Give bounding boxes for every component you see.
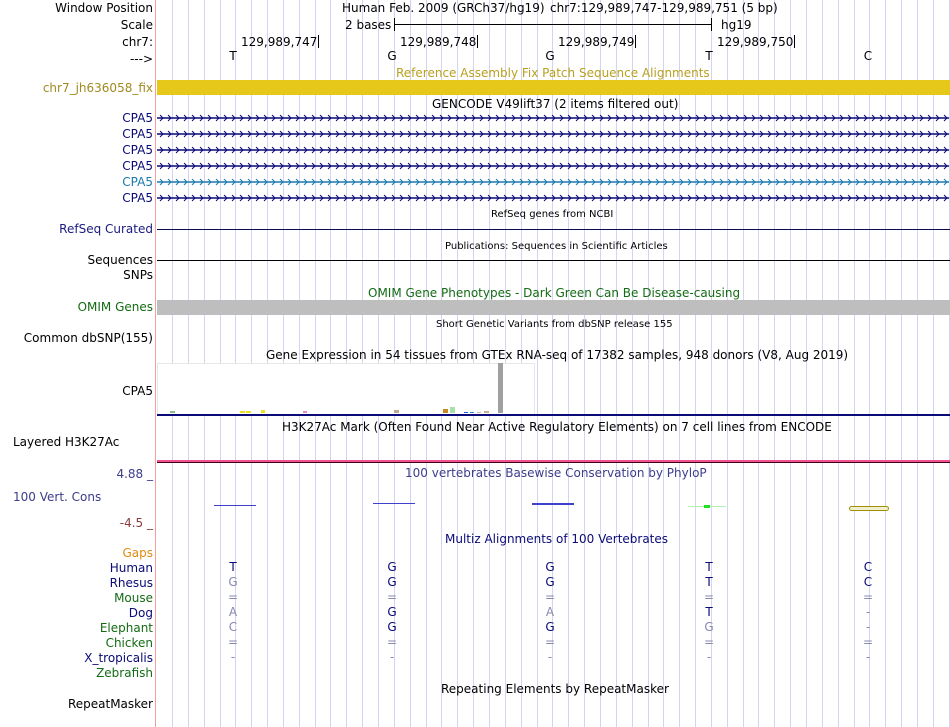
h3k27ac-signal-dark [157, 462, 950, 463]
phylop-title: 100 vertebrates Basewise Conservation by PhyloP [405, 466, 707, 480]
alignment-base: G [545, 620, 555, 634]
ruler-tick: 129,989,749 [558, 35, 635, 49]
ref-base: G [387, 49, 397, 63]
scale-db: hg19 [721, 18, 752, 32]
gaps-label[interactable]: Gaps [122, 546, 153, 560]
gencode-gene-feature[interactable] [157, 161, 949, 171]
strand-label: ---> [129, 52, 153, 66]
refseq-line[interactable] [157, 229, 950, 230]
phylop-signal [214, 505, 256, 506]
ref-base: C [863, 49, 873, 63]
species-label[interactable]: Mouse [114, 591, 153, 605]
gtex-tissue-bar[interactable] [477, 412, 481, 413]
alignment-base: = [703, 590, 715, 604]
scale-bar-right-end [711, 18, 712, 31]
assembly-title: Human Feb. 2009 (GRCh37/hg19) [342, 1, 545, 15]
omim-title: OMIM Gene Phenotypes - Dark Green Can Be Disease-causing [368, 286, 741, 300]
alignment-base: - [706, 650, 712, 664]
publications-title: Publications: Sequences in Scientific Articles [445, 241, 668, 252]
species-label[interactable]: Chicken [105, 636, 153, 650]
species-label[interactable]: Dog [128, 606, 153, 620]
position-text: chr7:129,989,747-129,989,751 (5 bp) [550, 1, 778, 15]
omim-feature[interactable] [157, 300, 950, 315]
gencode-item-label[interactable]: CPA5 [122, 143, 153, 157]
phylop-signal [373, 503, 415, 504]
alignment-base: = [227, 590, 239, 604]
gtex-title: Gene Expression in 54 tissues from GTEx RNA-seq of 17382 samples, 948 donors (V8, Aug 2019) [266, 348, 849, 362]
species-label[interactable]: X_tropicalis [84, 651, 153, 665]
gtex-tissue-bar[interactable] [498, 363, 503, 413]
gencode-item-label[interactable]: CPA5 [122, 175, 153, 189]
gtex-tissue-bar[interactable] [240, 411, 245, 413]
alignment-base: - [865, 605, 871, 619]
alignment-base: T [705, 575, 713, 589]
alignment-base: G [387, 620, 397, 634]
phylop-signal [849, 506, 889, 511]
gtex-tissue-bar[interactable] [394, 410, 399, 413]
alignment-base: G [704, 620, 714, 634]
alignment-base: = [544, 590, 556, 604]
refseq-title: RefSeq genes from NCBI [491, 209, 614, 220]
window-position-label: Window Position [55, 1, 153, 15]
multiz-title: Multiz Alignments of 100 Vertebrates [445, 532, 669, 546]
phylop-signal [704, 505, 710, 508]
publications-label[interactable]: Sequences [87, 253, 153, 267]
alignment-base: T [229, 560, 237, 574]
alignment-base: G [387, 560, 397, 574]
fix-patch-title: Reference Assembly Fix Patch Sequence Alignments [396, 66, 710, 80]
gtex-tissue-bar[interactable] [464, 412, 468, 413]
fix-patch-feature[interactable] [157, 80, 950, 95]
alignment-base: C [228, 620, 238, 634]
alignment-base: A [228, 605, 238, 619]
refseq-label[interactable]: RefSeq Curated [59, 222, 153, 236]
alignment-base: G [387, 575, 397, 589]
scale-bar-left-end [394, 18, 395, 31]
phylop-label[interactable]: 100 Vert. Cons [13, 490, 102, 504]
gencode-gene-feature[interactable] [157, 177, 949, 187]
species-label[interactable]: Rhesus [109, 576, 153, 590]
dbsnp-label[interactable]: Common dbSNP(155) [23, 331, 153, 345]
alignment-base: T [705, 605, 713, 619]
phylop-min: -4.5 _ [119, 516, 153, 530]
gtex-label[interactable]: CPA5 [122, 384, 153, 398]
ref-base: T [229, 49, 237, 63]
alignment-base: = [862, 590, 874, 604]
gtex-tissue-bar[interactable] [443, 409, 448, 413]
ref-base: T [705, 49, 713, 63]
gtex-tissue-bar[interactable] [170, 411, 175, 413]
h3k27ac-title: H3K27Ac Mark (Often Found Near Active Regulatory Elements) on 7 cell lines from ENCODE [282, 420, 832, 434]
publications-line[interactable] [157, 260, 950, 261]
gtex-tissue-bar[interactable] [470, 412, 474, 413]
gencode-gene-feature[interactable] [157, 193, 949, 203]
alignment-base: = [862, 635, 874, 649]
gencode-title: GENCODE V49lift37 (2 items filtered out) [432, 97, 679, 111]
alignment-base: T [705, 560, 713, 574]
gencode-item-label[interactable]: CPA5 [122, 159, 153, 173]
gtex-baseline [157, 414, 950, 416]
h3k27ac-label[interactable]: Layered H3K27Ac [13, 435, 120, 449]
alignment-base: - [230, 650, 236, 664]
phylop-max: 4.88 _ [116, 467, 153, 481]
dbsnp-title: Short Genetic Variants from dbSNP release 155 [436, 319, 673, 330]
gencode-gene-feature[interactable] [157, 145, 949, 155]
fix-patch-label[interactable]: chr7_jh636058_fix [42, 81, 153, 95]
ruler-tick: 129,989,747 [241, 35, 318, 49]
alignment-base: = [227, 635, 239, 649]
gencode-item-label[interactable]: CPA5 [122, 111, 153, 125]
gtex-tissue-bar[interactable] [261, 410, 265, 413]
gtex-tissue-bar[interactable] [246, 411, 251, 413]
gtex-plot-area[interactable] [157, 363, 535, 416]
alignment-base: G [387, 605, 397, 619]
gencode-gene-feature[interactable] [157, 113, 949, 123]
scale-bar [394, 24, 712, 25]
alignment-base: G [545, 575, 555, 589]
gtex-tissue-bar[interactable] [484, 411, 489, 413]
alignment-base: C [863, 560, 873, 574]
alignment-base: = [386, 590, 398, 604]
alignment-base: = [386, 635, 398, 649]
alignment-base: - [547, 650, 553, 664]
alignment-base: A [545, 605, 555, 619]
alignment-base: G [228, 575, 238, 589]
chrom-label: chr7: [122, 35, 153, 49]
alignment-base: C [863, 575, 873, 589]
alignment-base: - [389, 650, 395, 664]
ruler-tick: 129,989,748 [400, 35, 477, 49]
alignment-base: - [865, 620, 871, 634]
gencode-item-label[interactable]: CPA5 [122, 191, 153, 205]
ref-base: G [545, 49, 555, 63]
omim-label[interactable]: OMIM Genes [77, 300, 153, 314]
gtex-tissue-bar[interactable] [450, 407, 455, 413]
species-label[interactable]: Human [109, 561, 153, 575]
alignment-base: G [545, 560, 555, 574]
gencode-gene-feature[interactable] [157, 129, 949, 139]
alignment-base: = [703, 635, 715, 649]
snps-label[interactable]: SNPs [123, 268, 153, 282]
alignment-base: = [544, 635, 556, 649]
alignment-base: - [865, 650, 871, 664]
sidebar-separator [155, 0, 156, 727]
scale-text: 2 bases [345, 18, 392, 32]
species-label[interactable]: Zebrafish [96, 666, 153, 680]
gtex-tissue-bar[interactable] [303, 411, 307, 413]
scale-label: Scale [120, 18, 153, 32]
ruler-tick: 129,989,750 [717, 35, 794, 49]
repeatmasker-label[interactable]: RepeatMasker [67, 697, 153, 711]
repeatmasker-title: Repeating Elements by RepeatMasker [441, 682, 669, 696]
species-label[interactable]: Elephant [99, 621, 153, 635]
phylop-signal [532, 503, 574, 505]
gencode-item-label[interactable]: CPA5 [122, 127, 153, 141]
